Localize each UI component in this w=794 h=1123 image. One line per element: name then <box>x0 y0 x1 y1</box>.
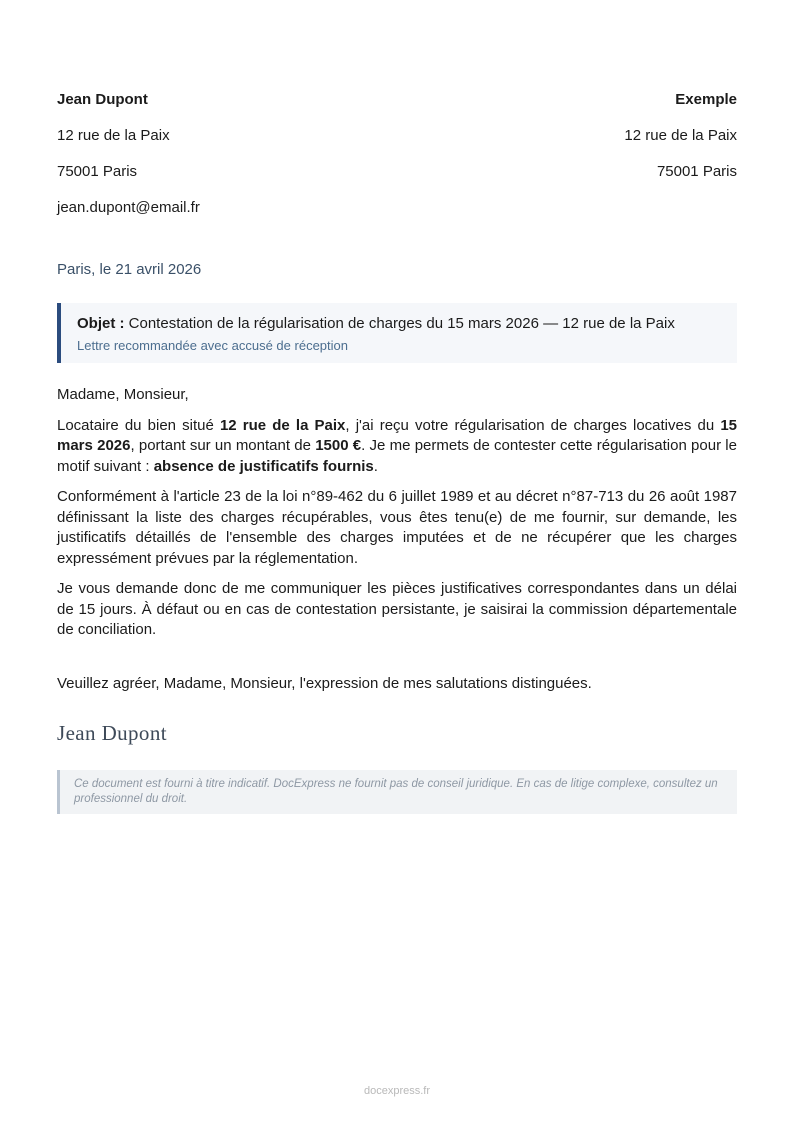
disclaimer-box <box>57 770 737 814</box>
subject-label: Objet : <box>77 315 125 332</box>
closing-line: Veuillez agréer, Madame, Monsieur, l'expression de mes salutations distinguées. <box>57 674 592 692</box>
sender-block <box>57 90 200 234</box>
sender-email: jean.dupont@email.fr <box>57 199 200 216</box>
sender-address-line1: 12 rue de la Paix <box>57 127 170 144</box>
subject-box <box>57 303 737 363</box>
sender-address-line2: 75001 Paris <box>57 163 138 180</box>
recipient-address-line2: 75001 Paris <box>656 163 737 180</box>
subject-text: Contestation de la régularisation de charges du 15 mars 2026 — 12 rue de la Paix <box>124 315 675 332</box>
recipient-address-line1: 12 rue de la Paix <box>624 127 737 144</box>
footer-site-name: docexpress.fr <box>363 1085 431 1097</box>
address-header <box>57 90 737 234</box>
disclaimer-text: Ce document est fourni à titre indicatif. DocExpress ne fournit pas de conseil juridique. En cas de litige complexe, consultez un professionnel du droit. <box>74 778 718 805</box>
date-line: Paris, le 21 avril 2026 <box>57 261 202 278</box>
recipient-name: Exemple <box>675 91 737 108</box>
recipient-block <box>624 90 737 198</box>
body-paragraph-3: Je vous demande donc de me communiquer les pièces justificatives correspondantes dans un délai de 15 jours. À défaut ou en cas de contestation persistante, je saisirai la commission départementale de conciliation. <box>57 580 737 638</box>
salutation: Madame, Monsieur, <box>57 386 189 403</box>
subject-line <box>77 313 721 334</box>
subject-subtext: Lettre recommandée avec accusé de réception <box>77 338 348 353</box>
letter-body <box>57 385 737 694</box>
body-paragraph-1: Locataire du bien situé 12 rue de la Paix, j'ai reçu votre régularisation de charges locatives du 15 mars 2026, portant sur un montant de 1500 €. Je me permets de contester cette régularisation pour le motif suivant : absence de justificatifs fournis. <box>57 416 737 475</box>
body-paragraph-2: Conformément à l'article 23 de la loi n°89-462 du 6 juillet 1989 et au décret n°87-713 du 26 août 1987 définissant la liste des charges récupérables, vous êtes tenu(e) de me fournir, sur demande, les justificatifs détaillés de l'ensemble des charges imputées et de ne récupérer que les charges expressément prévues par la réglementation. <box>57 488 737 567</box>
sender-name: Jean Dupont <box>57 91 148 108</box>
signature: Jean Dupont <box>57 721 167 745</box>
